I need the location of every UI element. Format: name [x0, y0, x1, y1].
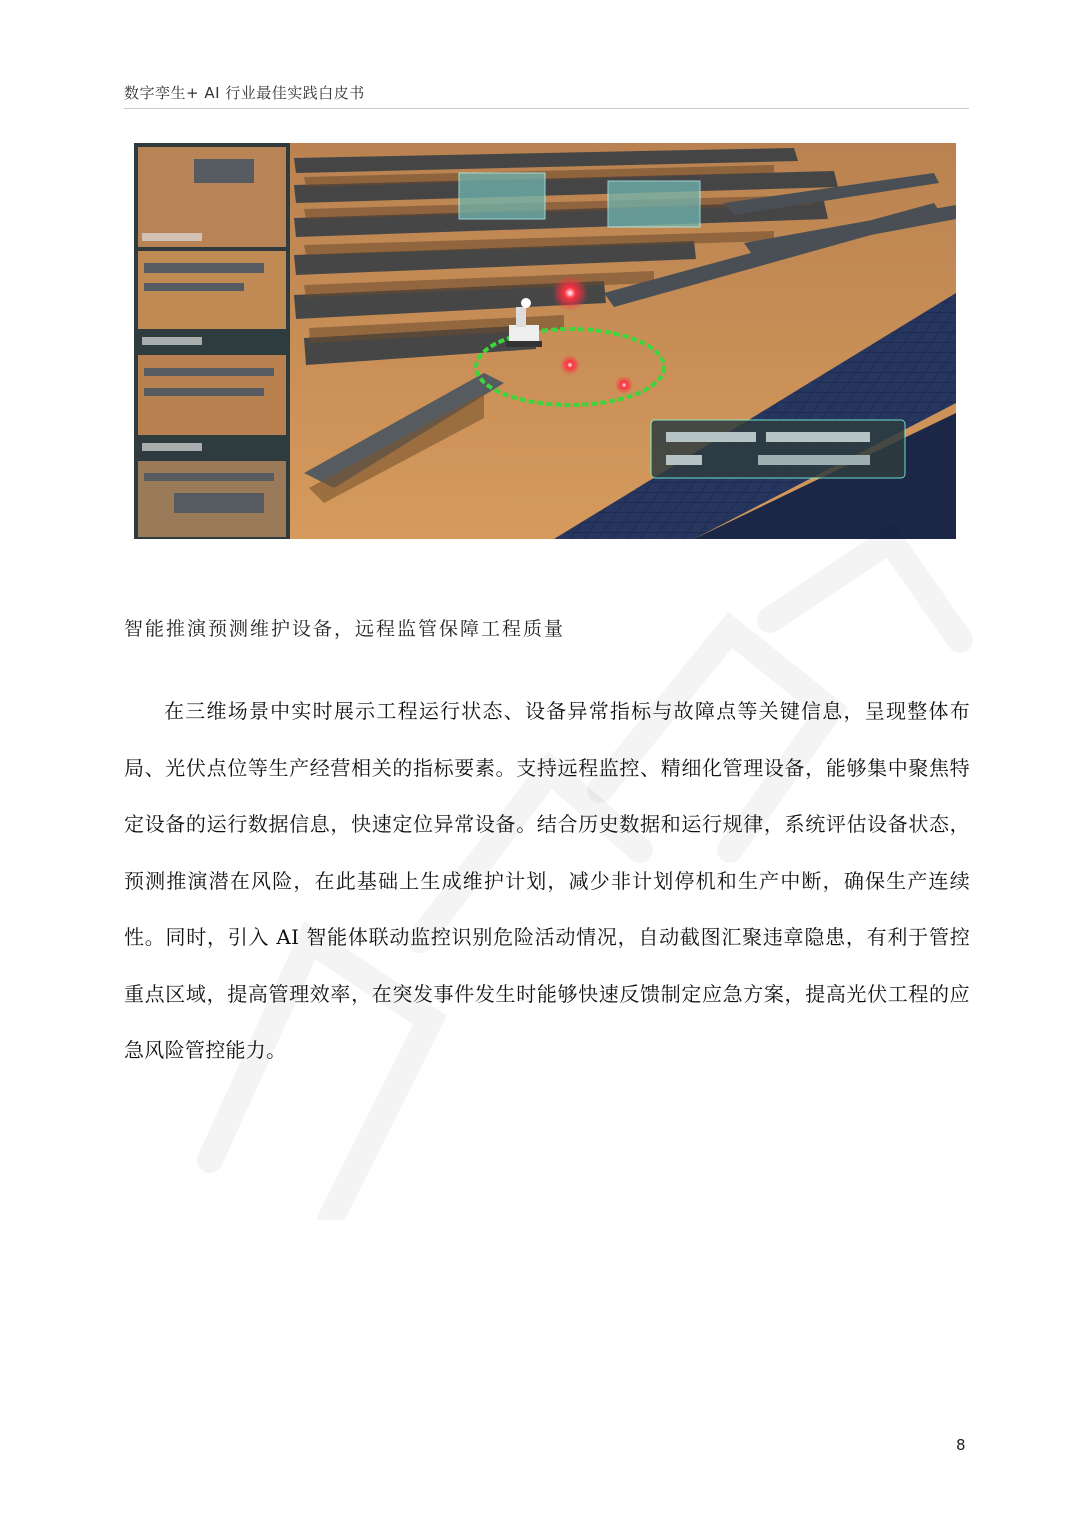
- fault-marker: [552, 275, 588, 311]
- fault-marker: [615, 376, 633, 394]
- document-header-title: 数字孪生+ AI 行业最佳实践白皮书: [124, 84, 365, 102]
- figure-caption: 智能推演预测维护设备，远程监管保障工程质量: [124, 618, 566, 640]
- solar-farm-scene-image: [134, 143, 956, 539]
- solar-farm-figure: [134, 143, 956, 539]
- header-divider: [124, 108, 969, 109]
- page-number: 8: [956, 1436, 966, 1454]
- fault-marker: [560, 355, 580, 375]
- body-paragraph: 在三维场景中实时展示工程运行状态、设备异常指标与故障点等关键信息，呈现整体布局、光伏点位等生产经营相关的指标要素。支持远程监控、精细化管理设备，能够集中聚焦特定设备的运行数据信息，快速定位异常设备。结合历史数据和运行规律，系统评估设备状态，预测推演潜在风险，在此基础上生成维护计划，减少非计划停机和生产中断，确保生产连续性。同时，引入 AI 智能体联动监控识别危险活动情况，自动截图汇聚违章隐患，有利于管控重点区域，提高管理效率，在突发事件发生时能够快速反馈制定应急方案，提高光伏工程的应急风险管控能力。: [124, 699, 970, 1062]
